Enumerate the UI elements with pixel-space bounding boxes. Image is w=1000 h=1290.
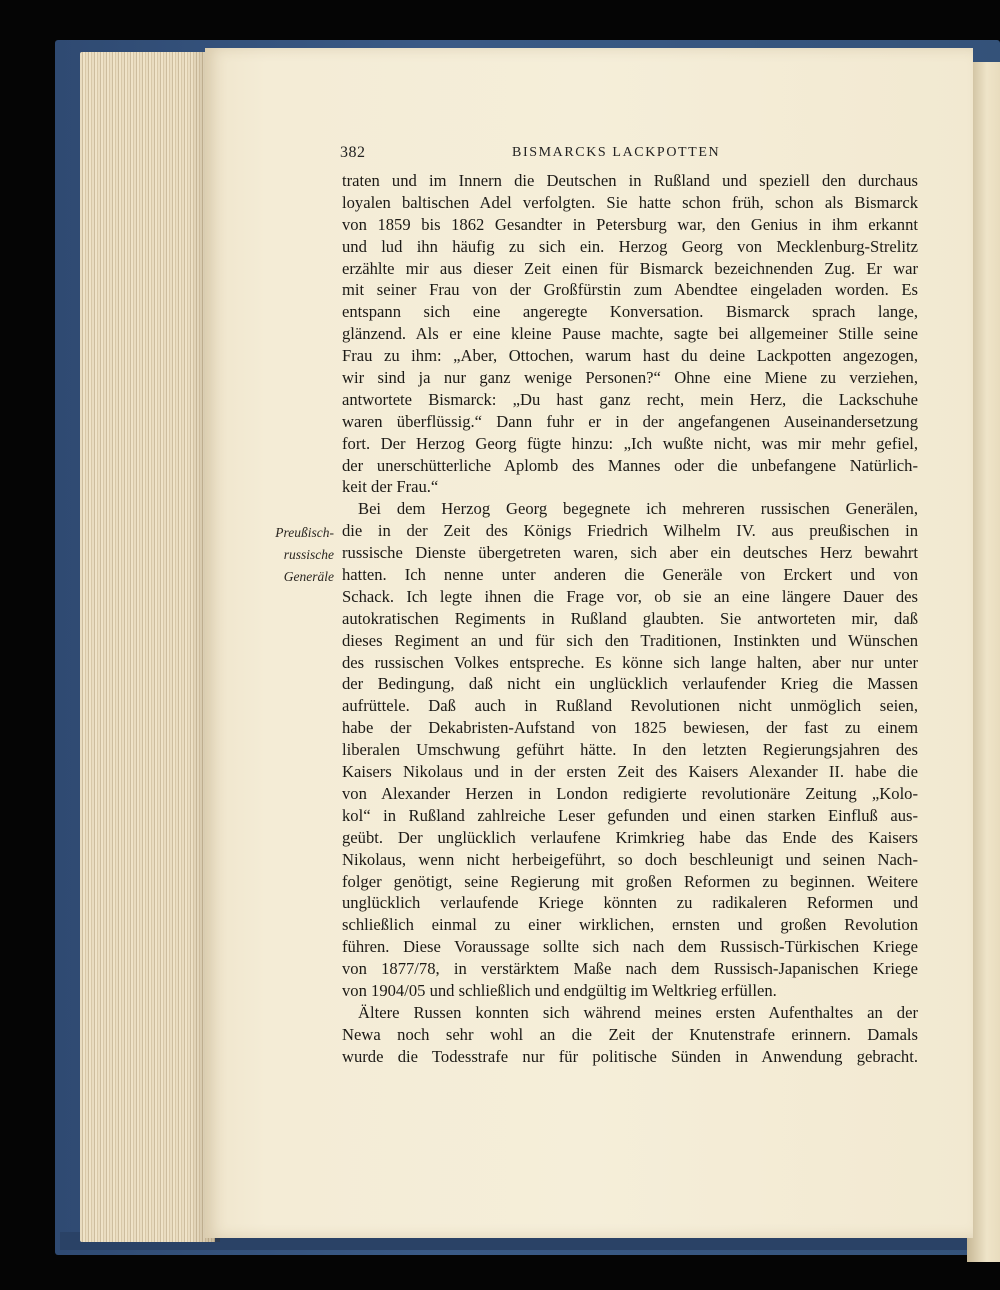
text-line: keit der Frau.“ <box>342 477 439 497</box>
text-line: Frau zu ihm: „Aber, Ottochen, warum hast du deine Lackpotten angezogen, <box>342 346 918 366</box>
text-line: erzählte mir aus dieser Zeit einen für Bismarck bezeichnenden Zug. Er war <box>342 258 918 278</box>
text-line: entspann sich eine angeregte Konversation. Bismarck sprach lange, <box>342 302 918 322</box>
text-line: Kaisers Nikolaus und in der ersten Zeit des Kaisers Alexander II. habe die <box>342 762 918 782</box>
text-line: führen. Diese Voraussage sollte sich nach dem Russisch-Türkischen Kriege <box>342 937 918 957</box>
running-head: BISMARCKS LACKPOTTEN <box>512 145 721 160</box>
text-line: hatten. Ich nenne unter anderen die Generäle von Erckert und von <box>342 565 918 585</box>
text-line: unglücklich verlaufende Kriege könnten zu radikaleren Reformen und <box>342 893 918 913</box>
text-line: waren überflüssig.“ Dann fuhr er in der angefangenen Auseinandersetzung <box>342 411 918 431</box>
text-line: geübt. Der unglücklich verlaufene Krimkrieg habe das Ende des Kaisers <box>342 827 918 847</box>
text-line: traten und im Innern die Deutschen in Rußland und speziell den durchaus <box>342 171 918 190</box>
text-line: von 1877/78, in verstärktem Maße nach dem Russisch-Japanischen Kriege <box>342 959 918 979</box>
text-line: Ältere Russen konnten sich während meines ersten Aufenthaltes an der <box>358 1002 918 1022</box>
text-line: Schack. Ich legte ihnen die Frage vor, ob sie an eine längere Dauer des <box>342 586 918 606</box>
text-line: von Alexander Herzen in London redigierte revolutionäre Zeitung „Kolo- <box>342 783 918 803</box>
text-line: mit seiner Frau von der Großfürstin zum Abendtee eingeladen worden. Es <box>342 280 918 300</box>
text-line: fort. Der Herzog Georg fügte hinzu: „Ich wußte nicht, was mir mehr gefiel, <box>342 433 918 453</box>
text-line: autokratischen Regiments in Rußland glaubten. Sie antworteten mir, daß <box>342 608 918 628</box>
text-line: dieses Regiment an und für sich den Traditionen, Instinkten und Wünschen <box>342 630 918 650</box>
text-line: glänzend. Als er eine kleine Pause machte, sagte bei allgemeiner Stille seine <box>342 324 918 344</box>
text-line: der unerschütterliche Aplomb des Mannes oder die unbefangene Natürlich- <box>342 455 918 475</box>
text-line: schließlich einmal zu einer wirklichen, ernsten und großen Revolution <box>342 915 918 935</box>
text-line: kol“ in Rußland zahlreiche Leser gefunden und einen starken Einfluß aus- <box>342 805 918 825</box>
text-line: wurde die Todesstrafe nur für politische Sünden in Anwendung gebracht. <box>342 1046 918 1066</box>
text-line: aufrüttele. Daß auch in Rußland Revolutionen nicht unmöglich seien, <box>342 696 918 716</box>
text-line: Bei dem Herzog Georg begegnete ich mehreren russischen Generälen, <box>358 499 918 519</box>
text-line: von 1859 bis 1862 Gesandter in Petersburg war, den Genius in ihm erkannt <box>342 214 918 234</box>
text-line: habe der Dekabristen-Aufstand von 1825 bewiesen, der fast zu einem <box>342 718 918 738</box>
page-header <box>340 144 920 164</box>
margin-note <box>240 522 334 588</box>
page-number: 382 <box>340 144 366 161</box>
text-line: antwortete Bismarck: „Du hast ganz recht, mein Herz, die Lackschuhe <box>342 389 918 409</box>
text-line: die in der Zeit des Königs Friedrich Wilhelm IV. aus preußischen in <box>342 521 918 541</box>
text-line: der Bedingung, daß nicht ein unglücklich verlaufender Krieg die Massen <box>342 674 918 694</box>
margin-note-line: russische <box>283 546 334 562</box>
margin-note-line: Generäle <box>283 568 334 584</box>
text-line: liberalen Umschwung geführt hätte. In den letzten Regierungsjahren des <box>342 740 918 760</box>
body-text <box>342 170 918 1068</box>
text-line: und lud ihn häufig zu sich ein. Herzog Georg von Mecklenburg-Strelitz <box>342 236 918 256</box>
text-line: folger genötigt, seine Regierung mit großen Reformen zu beginnen. Weitere <box>342 871 918 891</box>
text-line: von 1904/05 und schließlich und endgültig im Weltkrieg erfüllen. <box>342 980 777 1000</box>
text-line: Nikolaus, wenn nicht herbeigeführt, so doch beschleunigt und seinen Nach- <box>342 849 918 869</box>
text-line: wir sind ja nur ganz wenige Personen?“ Ohne eine Miene zu verziehen, <box>342 368 918 388</box>
text-line: Newa noch sehr wohl an die Zeit der Knutenstrafe erinnern. Damals <box>342 1024 918 1044</box>
text-line: russische Dienste übergetreten waren, sich aber ein deutsches Herz bewahrt <box>342 543 918 563</box>
text-line: loyalen baltischen Adel verfolgten. Sie hatte schon früh, schon als Bismarck <box>342 192 918 212</box>
text-line: des russischen Volkes entspreche. Es könne sich lange halten, aber nur unter <box>342 652 918 672</box>
margin-note-line: Preußisch- <box>275 525 334 540</box>
